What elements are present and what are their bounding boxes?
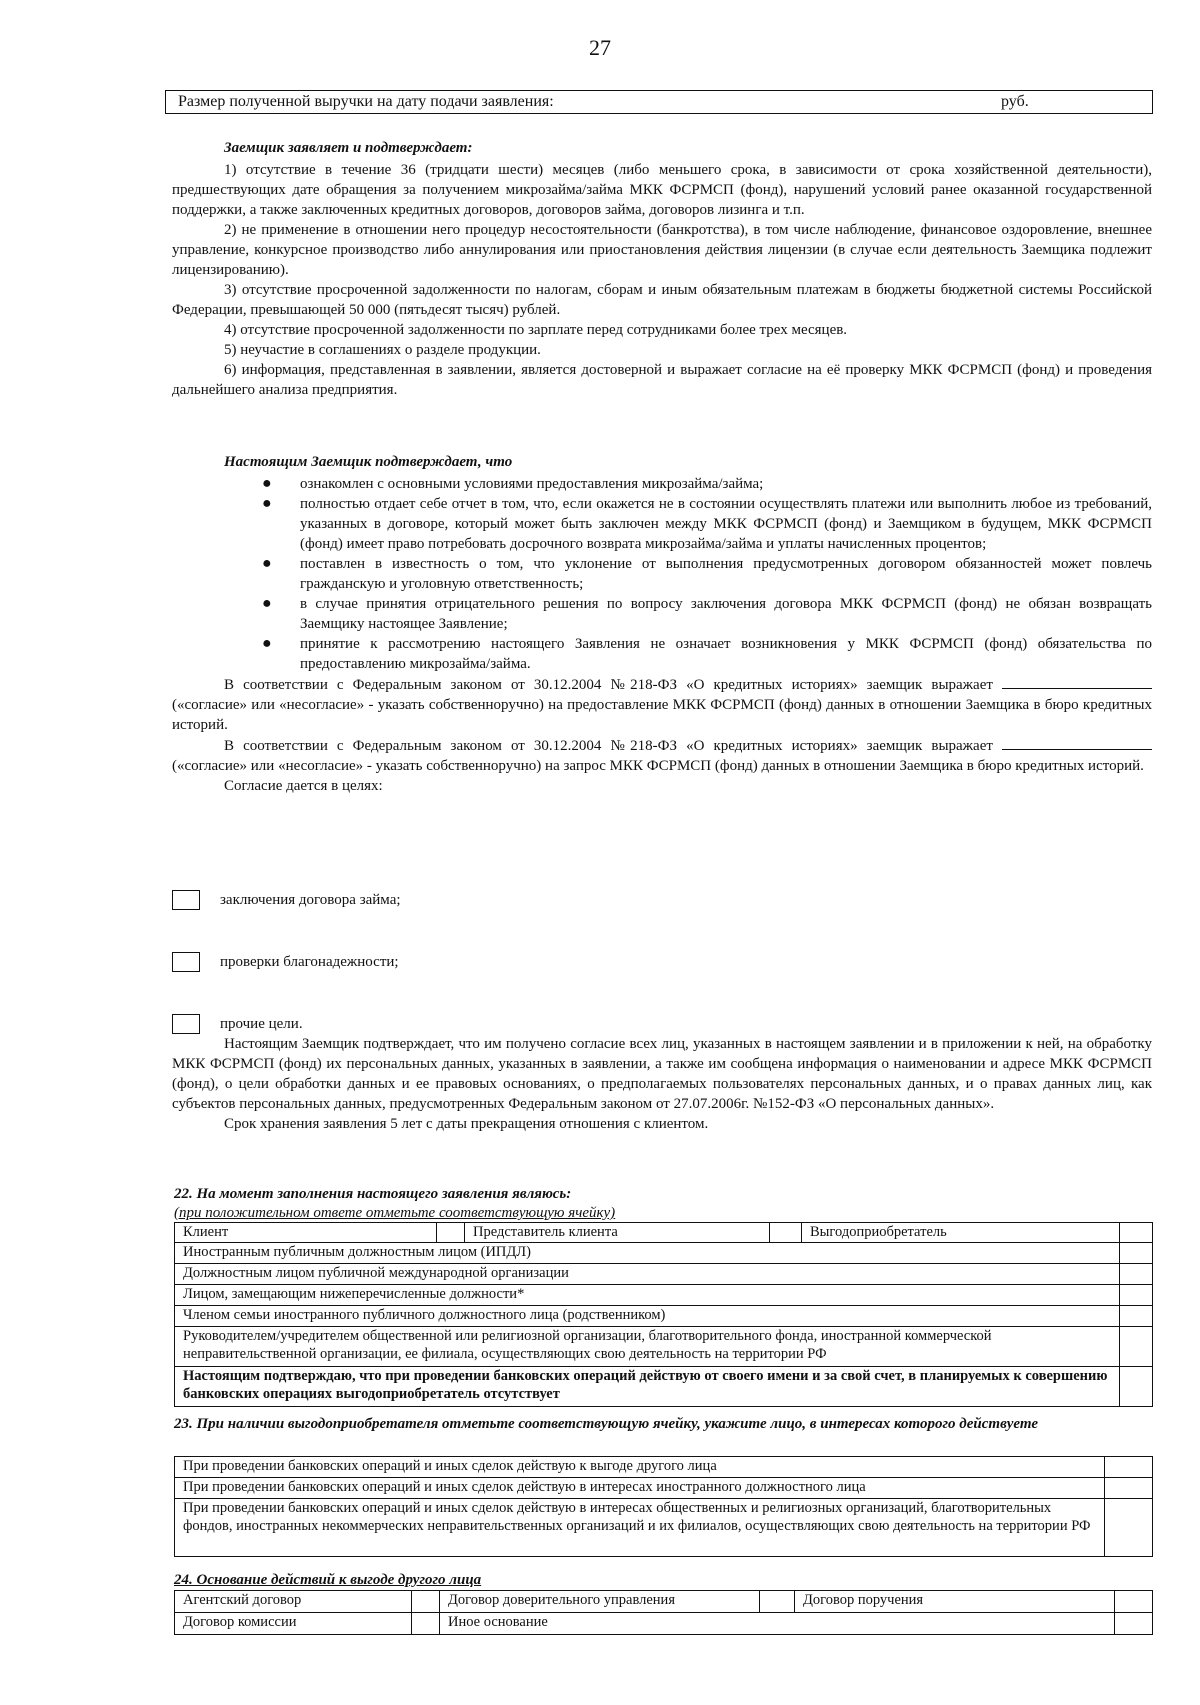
basis-option-checkbox[interactable]: [1115, 1591, 1153, 1613]
revenue-label: Размер полученной выручки на дату подачи заявления:: [178, 93, 554, 110]
purpose-loan-label: заключения договора займа;: [220, 892, 401, 908]
section-22-table: [174, 1222, 1153, 1407]
credit-history-consent-1: В соответствии с Федеральным законом от 30.12.2004 №218-ФЗ «О кредитных историях» заемщик выражает («согласие» или «несогласие» - указать собственноручно) на предоставление МКК ФСРМСП (фонд) данных в отношении Заемщика в бюро кредитных историй.: [172, 674, 1152, 735]
table-row: [175, 1223, 1153, 1243]
purpose-other-label: прочие цели.: [220, 1016, 303, 1032]
no-beneficiary-confirmation: Настоящим подтверждаю, что при проведении банковских операций действую от своего имени и за свой счет, в планируемых к совершению банковских операциях выгодоприобретатель отсутствует: [175, 1367, 1120, 1407]
purpose-other-checkbox[interactable]: [172, 1014, 200, 1034]
confirmation-bullet: ● полностью отдает себе отчет в том, что, если окажется не в состоянии осуществлять платежи или выполнить любое из требований, указанных в договоре, который может быть заключен между МКК ФСРМСП (фонд) и Заемщиком в будущем, МКК ФСРМСП (фонд) имеет право потребовать досрочного возврата микрозайма/займа и уплаты начисленных процентов;: [262, 495, 1152, 552]
personal-data-text: Настоящим Заемщик подтверждает, что им получено согласие всех лиц, указанных в настоящем заявлении и в приложении к ней, на обработку МКК ФСРМСП (фонд) их персональных данных, указанных в заявлении, а также им сообщена информация о наименовании и адресе МКК ФСРМСП (фонд), о цели обработки данных и ее правовых основаниях, о предполагаемых пользователях персональных данных, и о правах данных лиц, как субъектов персональных данных, предусмотренных Федеральным законом от 27.07.2006г. №152-ФЗ «О персональных данных».: [172, 1036, 1152, 1112]
basis-option-label: Иное основание: [440, 1613, 1115, 1635]
table-row: [175, 1478, 1153, 1499]
declaration-item: 2) не применение в отношении него процедур несостоятельности (банкротства), в том числе наблюдение, финансовое оздоровление, внешнее управление, конкурсное производство либо аннулирования или приостановления действия лицензии (в случае если деятельность Заемщика подлежит лицензированию).: [172, 222, 1152, 278]
purpose-loan-checkbox[interactable]: [172, 890, 200, 910]
basis-option-label: Договор поручения: [795, 1591, 1115, 1613]
page-number: 27: [589, 35, 611, 60]
purposes-intro: Согласие дается в целях:: [224, 778, 383, 794]
beneficiary-option-label: При проведении банковских операций и иных сделок действую в интересах общественных и религиозных организаций, благотворительных фондов, иностранных некоммерческих неправительственных организаций и их филиалов, осуществляющих свою деятельность на территории РФ: [175, 1499, 1105, 1557]
table-row: [175, 1457, 1153, 1478]
status-checkbox[interactable]: [1120, 1264, 1153, 1285]
bullet-icon: ●: [262, 635, 272, 652]
consent-1-blank[interactable]: [1002, 674, 1152, 689]
declarations-block: [172, 138, 1152, 400]
status-checkbox[interactable]: [1120, 1327, 1153, 1367]
bullet-icon: ●: [262, 495, 272, 512]
type-beneficiary-label: Выгодоприобретатель: [802, 1223, 1120, 1243]
status-label: Иностранным публичным должностным лицом (ИПДЛ): [175, 1243, 1120, 1264]
declaration-item: 3) отсутствие просроченной задолженности по налогам, сборам и иным обязательным платежам в бюджеты бюджетной системы Российской Федерации, превышающей 50 000 (пятьдесят тысяч) рублей.: [172, 282, 1152, 318]
table-row: [175, 1285, 1153, 1306]
section-24-table: [174, 1590, 1153, 1635]
declaration-item: 1) отсутствие в течение 36 (тридцати шести) месяцев (либо меньшего срока, в зависимости от срока хозяйственной деятельности), предшествующих дате обращения за получением микрозайма/займа МКК ФСРМСП (фонд), нарушений условий ранее оказанной государственной поддержки, а также заключенных кредитных договоров, договоров займа, договоров лизинга и т.п.: [172, 162, 1152, 218]
purpose-reliability-checkbox[interactable]: [172, 952, 200, 972]
basis-option-checkbox[interactable]: [760, 1591, 795, 1613]
section-23-table: [174, 1456, 1153, 1557]
section-22-subtitle: (при положительном ответе отметьте соответствующую ячейку): [174, 1205, 616, 1221]
table-row: [175, 1264, 1153, 1285]
credit-history-consent-2: В соответствии с Федеральным законом от 30.12.2004 №218-ФЗ «О кредитных историях» заемщик выражает («согласие» или «несогласие» - указать собственноручно) на запрос МКК ФСРМСП (фонд) данных в отношении Заемщика в бюро кредитных историй.: [172, 735, 1152, 776]
table-row: [175, 1243, 1153, 1264]
basis-option-checkbox[interactable]: [412, 1591, 440, 1613]
declarations-heading: Заемщик заявляет и подтверждает:: [224, 140, 473, 156]
section-24-title: 24. Основание действий к выгоде другого лица: [174, 1572, 482, 1588]
confirmation-bullet: ● ознакомлен с основными условиями предоставления микрозайма/займа;: [262, 475, 764, 492]
table-row: [175, 1327, 1153, 1367]
bullet-icon: ●: [262, 475, 272, 492]
type-representative-label: Представитель клиента: [465, 1223, 770, 1243]
basis-option-checkbox[interactable]: [412, 1613, 440, 1635]
basis-option-checkbox[interactable]: [1115, 1613, 1153, 1635]
status-checkbox[interactable]: [1120, 1285, 1153, 1306]
confirmations-block: [172, 452, 1152, 796]
status-label: Членом семьи иностранного публичного должностного лица (родственником): [175, 1306, 1120, 1327]
confirmation-bullet: ● принятие к рассмотрению настоящего Заявления не означает возникновения у МКК ФСРМСП (фонд) обязательства по предоставлению микрозайма/займа.: [262, 635, 1152, 672]
revenue-field[interactable]: [165, 90, 1153, 114]
declaration-item: 4) отсутствие просроченной задолженности по зарплате перед сотрудниками более трех месяцев.: [224, 322, 848, 338]
beneficiary-option-checkbox[interactable]: [1105, 1478, 1153, 1499]
status-checkbox[interactable]: [1120, 1306, 1153, 1327]
consent-2-blank[interactable]: [1002, 735, 1152, 750]
type-beneficiary-checkbox[interactable]: [1120, 1223, 1153, 1243]
type-representative-checkbox[interactable]: [770, 1223, 802, 1243]
type-client-checkbox[interactable]: [437, 1223, 465, 1243]
type-client-label: Клиент: [175, 1223, 437, 1243]
beneficiary-option-label: При проведении банковских операций и иных сделок действую к выгоде другого лица: [175, 1457, 1105, 1478]
confirmations-heading: Настоящим Заемщик подтверждает, что: [224, 454, 513, 470]
personal-data-block: [172, 1034, 1152, 1134]
table-row: [175, 1613, 1153, 1635]
table-row: [175, 1499, 1153, 1557]
table-row: [175, 1306, 1153, 1327]
table-row: [175, 1367, 1153, 1407]
status-label: Лицом, замещающим нижеперечисленные должности*: [175, 1285, 1120, 1306]
declaration-item: 6) информация, представленная в заявлении, является достоверной и выражает согласие на её проверку МКК ФСРМСП (фонд) и проведения дальнейшего анализа предприятия.: [172, 362, 1152, 398]
beneficiary-option-checkbox[interactable]: [1105, 1499, 1153, 1557]
bullet-icon: ●: [262, 555, 272, 572]
table-row: [175, 1591, 1153, 1613]
bullet-icon: ●: [262, 595, 272, 612]
section-23-title: 23. При наличии выгодоприобретателя отметьте соответствующую ячейку, укажите лицо, в интересах которого действуете: [174, 1416, 1039, 1432]
confirmation-bullet: ● в случае принятия отрицательного решения по вопросу заключения договора МКК ФСРМСП (фонд) не обязан возвращать Заемщику настоящее Заявление;: [262, 595, 1152, 632]
declaration-item: 5) неучастие в соглашениях о разделе продукции.: [224, 342, 541, 358]
status-checkbox[interactable]: [1120, 1243, 1153, 1264]
confirmation-bullet: ● поставлен в известность о том, что уклонение от выполнения предусмотренных договором обязанностей может повлечь гражданскую и уголовную ответственность;: [262, 555, 1152, 592]
beneficiary-option-checkbox[interactable]: [1105, 1457, 1153, 1478]
status-label: Руководителем/учредителем общественной или религиозной организации, благотворительного фонда, иностранной коммерческой неправительственной организации, ее филиала, осуществляющих свою деятельность на территории РФ: [175, 1327, 1120, 1367]
section-22-title: 22. На момент заполнения настоящего заявления являюсь:: [174, 1186, 572, 1202]
no-beneficiary-checkbox[interactable]: [1120, 1367, 1153, 1407]
basis-option-label: Агентский договор: [175, 1591, 412, 1613]
basis-option-label: Договор комиссии: [175, 1613, 412, 1635]
storage-period: Срок хранения заявления 5 лет с даты прекращения отношения с клиентом.: [224, 1116, 709, 1132]
purpose-reliability-label: проверки благонадежности;: [220, 954, 399, 970]
basis-option-label: Договор доверительного управления: [440, 1591, 760, 1613]
status-label: Должностным лицом публичной международной организации: [175, 1264, 1120, 1285]
beneficiary-option-label: При проведении банковских операций и иных сделок действую в интересах иностранного должностного лица: [175, 1478, 1105, 1499]
revenue-unit: руб.: [1001, 93, 1029, 110]
